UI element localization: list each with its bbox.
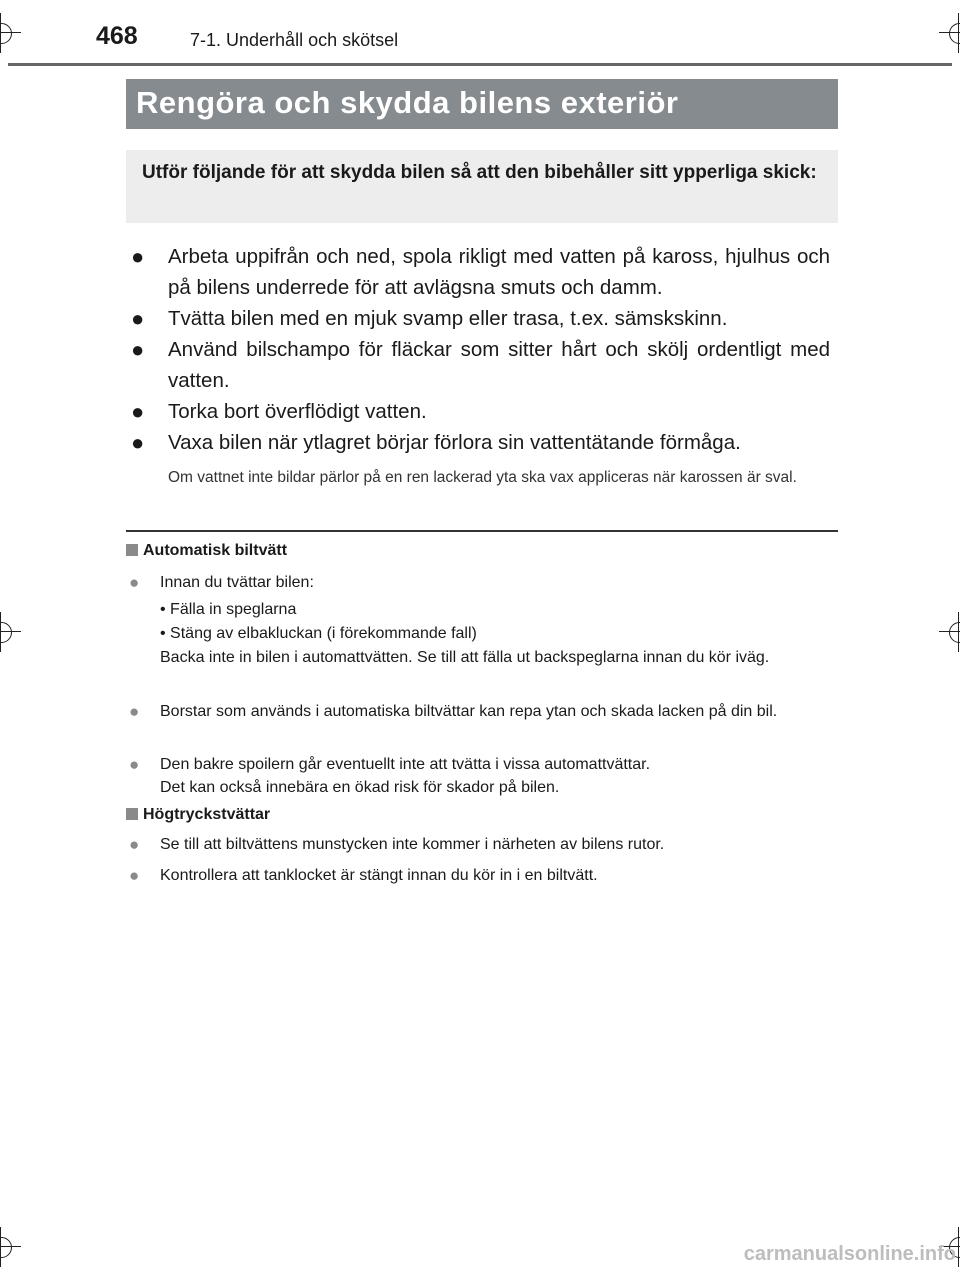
list-item: • Stäng av elbakluckan (i förekommande fall) [160,625,477,642]
bullet-icon: ● [129,866,140,885]
list-item: ● Använd bilschampo för fläckar som sitter hårt och skölj ordentligt med vatten. [126,334,838,396]
bullet-icon: ● [131,306,145,331]
section-divider [126,530,838,532]
registration-mark-icon [0,1227,21,1267]
list-item: ● Borstar som används i automatiska biltvättar kan repa ytan och skada lacken på din bil. [129,702,778,721]
bullet-list [126,241,838,458]
page-number: 468 [96,22,138,50]
section-title: Rengöra och skydda bilens exteriör [126,79,838,129]
list-item: ● Tvätta bilen med en mjuk svamp eller trasa, t.ex. sämskskinn. [126,303,838,334]
list-item: • Fälla in speglarna [160,601,297,618]
intro-text: Utför följande för att skydda bilen så att den bibehåller sitt ypperliga skick: [142,162,817,183]
chapter-title: 7-1. Underhåll och skötsel [190,30,399,50]
list-item: ● Se till att biltvättens munstycken inte kommer i närheten av bilens rutor. [129,835,665,854]
registration-mark-icon [939,13,960,53]
list-item: ● Torka bort överflödigt vatten. [126,396,838,427]
registration-mark-icon [0,13,21,53]
bullet-icon: ● [129,573,140,592]
bullet-icon: ● [131,244,145,269]
square-bullet-icon [126,808,138,820]
header-divider [8,63,952,66]
bullet-icon: ● [129,835,140,854]
pressure-wash-heading: Högtryckstvättar [126,806,270,824]
list-item: ● Den bakre spoilern går eventuellt inte att tvätta i vissa automattvättar. [129,755,651,774]
list-item: ● Arbeta uppifrån och ned, spola rikligt med vatten på kaross, hjulhus och på bilens underrede för att avlägsna smuts och damm. [126,241,838,303]
list-item: ● Innan du tvättar bilen: [129,573,314,592]
registration-mark-icon [939,612,960,652]
bullet-icon: ● [131,337,145,362]
square-bullet-icon [126,544,138,556]
automatic-wash-heading: Automatisk biltvätt [126,542,287,560]
watermark: carmanualsonline.info [743,1243,956,1265]
bullet-icon: ● [131,430,145,455]
reverse-note: Backa inte in bilen i automattvätten. Se till att fälla ut backspeglarna innan du kör iväg. [160,649,770,666]
bullet-icon: ● [129,755,140,774]
bullet-icon: ● [129,702,140,721]
bullet-icon: ● [131,399,145,424]
wax-note: Om vattnet inte bildar pärlor på en ren lackerad yta ska vax appliceras när karossen är sval. [168,469,797,486]
intro-box [126,150,838,223]
list-item: ● Vaxa bilen när ytlagret börjar förlora sin vattentätande förmåga. [126,427,838,458]
spoiler-note: Det kan också innebära en ökad risk för skador på bilen. [160,779,560,796]
list-item: ● Kontrollera att tanklocket är stängt innan du kör in i en biltvätt. [129,866,598,885]
registration-mark-icon [0,612,21,652]
